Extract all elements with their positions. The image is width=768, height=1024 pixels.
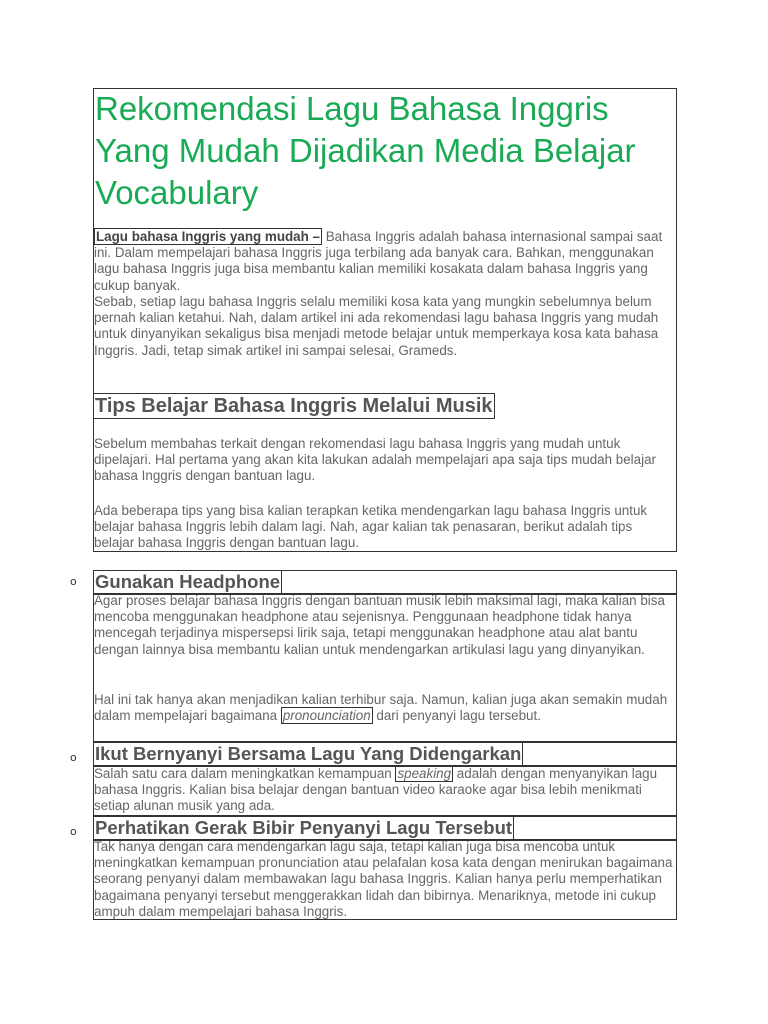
intro-lead: Lagu bahasa Inggris yang mudah –: [96, 229, 320, 244]
tip-text: adalah dengan menyanyikan lagu bahasa Inggris. Kalian bisa belajar dengan bantuan video karaoke agar bisa lebih menikmati setiap alunan musik yang ada.: [94, 766, 658, 814]
tip-paragraph: [94, 692, 674, 724]
tip-text: Hal ini tak hanya akan menjadikan kalian terhibur saja. Namun, kalian juga akan semakin mudah dalam mempelajari bagaimana: [94, 692, 668, 724]
emphasis-term: pronounciation: [282, 708, 371, 724]
tip-heading-headphone: Gunakan Headphone: [95, 571, 281, 592]
section-paragraph-2: Ada beberapa tips yang bisa kalian terapkan ketika mendengarkan lagu bahasa Inggris untuk belajar bahasa Inggris lebih dalam lagi. Nah, agar kalian tak penasaran, berikut adalah tips belajar bahasa Inggris dengan bantuan lagu.: [94, 503, 648, 551]
tip-paragraph: Tak hanya dengan cara mendengarkan lagu saja, tetapi kalian juga bisa mencoba untuk meningkatkan kemampuan pronunciation atau pelafalan kosa kata dengan menirukan bagaimana seorang penyanyi dalam membawakan lagu bahasa Inggris. Kalian hanya perlu memperhatikan bagaimana penyanyi tersebut menggerakkan lidah dan bibirnya. Menariknya, metode ini cukup ampuh dalam mempelajari bahasa Inggris.: [94, 839, 673, 919]
tip-text: Salah satu cara dalam meningkatkan kemampuan: [94, 766, 396, 781]
tip-heading-lip-movement: Perhatikan Gerak Bibir Penyanyi Lagu Tersebut: [95, 817, 513, 838]
intro-paragraph: [94, 229, 674, 294]
tip-paragraph: [94, 766, 674, 815]
bullet-icon: o: [70, 825, 77, 838]
bullet-icon: o: [70, 751, 77, 764]
tip-text: dari penyanyi lagu tersebut.: [372, 708, 541, 724]
bullet-icon: o: [70, 575, 77, 588]
tip-paragraph: Agar proses belajar bahasa Inggris dengan bantuan musik lebih maksimal lagi, maka kalian bisa mencoba menggunakan headphone atau sejenisnya. Penggunaan headphone tidak hanya mencegah terjadinya mispersepsi lirik saja, tetapi menggunakan headphone atau alat bantu dengan lainnya bisa membantu kalian untuk mendengarkan artikulasi lagu yang dinyanyikan.: [94, 593, 665, 657]
article-title: Rekomendasi Lagu Bahasa Inggris Yang Mudah Dijadikan Media Belajar Vocabulary: [95, 90, 636, 211]
intro-paragraph-2: Sebab, setiap lagu bahasa Inggris selalu memiliki kosa kata yang mungkin sebelumnya belum pernah kalian ketahui. Nah, dalam artikel ini ada rekomendasi lagu bahasa Inggris yang mudah untuk dinyanyikan sekaligus bisa menjadi metode belajar untuk memperkaya kosa kata bahasa Inggris. Jadi, tetap simak artikel ini sampai selesai, Grameds.: [94, 294, 659, 358]
section-paragraph-1: Sebelum membahas terkait dengan rekomendasi lagu bahasa Inggris yang mudah untuk dipelajari. Hal pertama yang akan kita lakukan adalah mempelajari apa saja tips mudah belajar bahasa Inggris dengan bantuan lagu.: [94, 436, 656, 484]
section-heading: Tips Belajar Bahasa Inggris Melalui Musik: [95, 395, 493, 417]
emphasis-term: speaking: [397, 766, 452, 781]
intro-text: Bahasa Inggris adalah bahasa internasional sampai saat ini. Dalam mempelajari bahasa Inggris juga terbilang ada banyak cara. Bahkan, menggunakan lagu bahasa Inggris juga bisa membantu kalian memiliki kosakata dalam bahasa Inggris yang cukup banyak.: [94, 229, 663, 293]
tip-heading-sing-along: Ikut Bernyanyi Bersama Lagu Yang Didengarkan: [95, 743, 522, 764]
